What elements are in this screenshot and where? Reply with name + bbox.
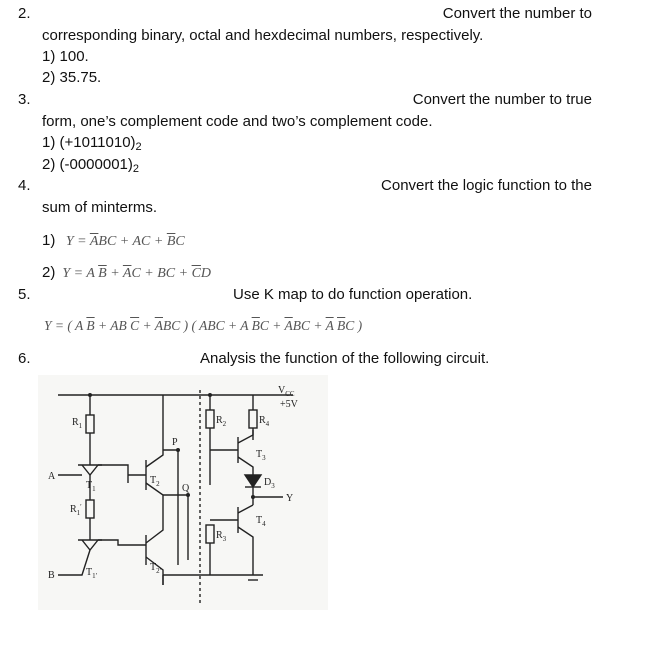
label-y: Y (286, 493, 294, 504)
label-r1: $R_1$ (72, 417, 83, 430)
label-t1: $T_1$ (86, 480, 96, 493)
label-t1-prime: $T_{1'}$ (86, 567, 98, 580)
q4-item-2: 2) Y = A $\overline{B} + \overline{A}C$ + BC + $\overline{C}D$ (42, 264, 212, 281)
ttl-circuit-diagram (38, 375, 328, 610)
q3-item-2: 2) $(-0000001)_2$ (42, 156, 140, 175)
q4-item-1: 1) $Y = \overline{A}BC$ + AC + $\overline{B}C$ (42, 232, 185, 249)
label-t3: $T_3$ (256, 449, 266, 462)
q5-line1: Use K map to do function operation. (233, 286, 473, 303)
label-vcc-value: +5V (280, 399, 298, 410)
q3-item-1: 1) $(+1011010)_2$ (42, 134, 142, 153)
label-b: B (48, 570, 55, 581)
q6-number: 6. (18, 350, 31, 367)
q3-line2: form, one’s complement code and two’s complement code. (42, 113, 433, 130)
q6-line1: Analysis the function of the following circuit. (200, 350, 490, 367)
label-t2: $T_2$ (150, 475, 160, 488)
label-r1-prime: $R_1'$ (70, 503, 82, 517)
q3-line1: Convert the number to true (412, 91, 592, 108)
q4-number: 4. (18, 177, 31, 194)
q5-number: 5. (18, 286, 31, 303)
label-q: Q (182, 483, 190, 494)
q2-item-1: 1) 100. (42, 48, 89, 65)
label-d3: $D_3$ (264, 477, 275, 490)
q5-equation: Y = ( A $\overline{B}$ + AB $\overline{C} + \overline{A}BC$ ) ( ABC + A $\overline{B}C + \overline{A}BC + \overline{A}$ $\overline{B}C$ ) (44, 318, 363, 333)
q2-item-2: 2) 35.75. (42, 69, 102, 86)
label-r4: $R_4$ (259, 415, 270, 428)
label-r2: $R_2$ (216, 415, 227, 428)
q4-line1: Convert the logic function to the (381, 177, 592, 194)
label-t4: $T_4$ (256, 515, 266, 528)
q4-line2: sum of minterms. (42, 199, 158, 216)
label-r3: $R_3$ (216, 530, 227, 543)
label-a: A (48, 471, 56, 482)
label-p: P (172, 437, 178, 448)
q3-number: 3. (18, 91, 31, 108)
q2-line1: Convert the number to (442, 5, 592, 22)
label-vcc: $V_{CC}$ (278, 385, 295, 398)
q2-line2: corresponding binary, octal and hexdecimal numbers, respectively. (42, 27, 484, 44)
q2-number: 2. (18, 5, 31, 22)
label-t2-prime: $T_{2'}$ (150, 562, 162, 575)
